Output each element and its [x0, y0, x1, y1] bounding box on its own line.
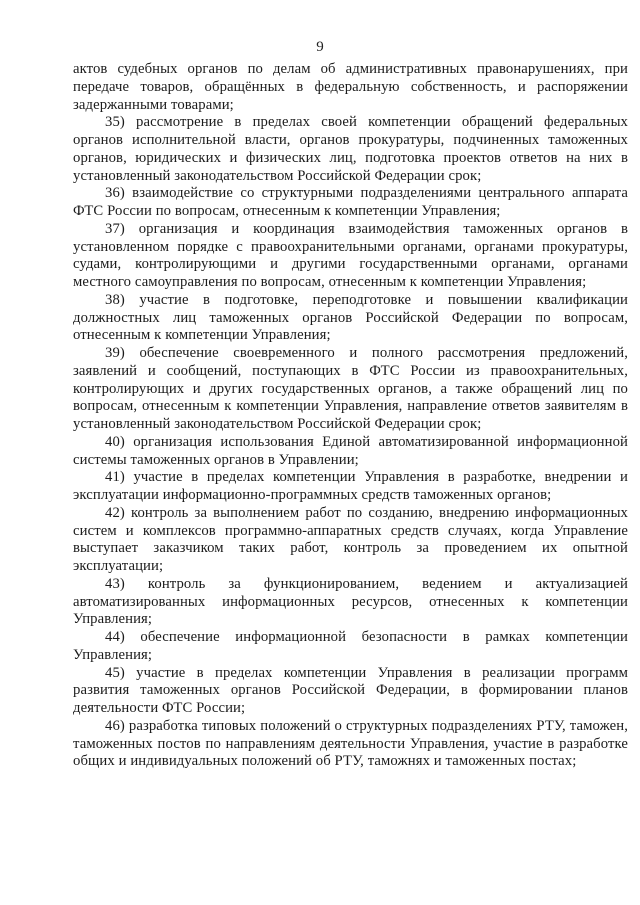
clause-45: 45) участие в пределах компетенции Управления в реализации программ развития таможенных органов Российской Федерации, в формировании планов деятельности ФТС России;: [73, 664, 628, 716]
clause-36: 36) взаимодействие со структурными подразделениями центрального аппарата ФТС России по вопросам, отнесенным к компетенции Управления;: [73, 185, 628, 219]
document-body: [73, 61, 628, 771]
clause-41: 41) участие в пределах компетенции Управления в разработке, внедрении и эксплуатации информационно-программных средств таможенных органов;: [73, 469, 628, 503]
clause-43: 43) контроль за функционированием, ведением и актуализацией автоматизированных информационных ресурсов, отнесенных к компетенции Управления;: [73, 575, 628, 628]
clause-46: 46) разработка типовых положений о структурных подразделениях РТУ, таможен, таможенных постов по направлениям деятельности Управления, участие в разработке общих и индивидуальных положений об РТУ, таможнях и таможенных постах;: [73, 717, 628, 770]
clause-39: 39) обеспечение своевременного и полного рассмотрения предложений, заявлений и сообщений, поступающих в ФТС России из правоохранительных, контролирующих и других государственных органов, а также обращений лиц по вопросам, отнесенным к компетенции Управления, направление ответов заявителям в установленный законодательством Российской Федерации срок;: [73, 345, 628, 432]
clause-38: 38) участие в подготовке, переподготовке и повышении квалификации должностных лиц таможенных органов Российской Федерации по вопросам, отнесенным к компетенции Управления;: [73, 291, 628, 344]
clause-40: 40) организация использования Единой автоматизированной информационной системы таможенных органов в Управлении;: [73, 433, 628, 468]
clause-35: 35) рассмотрение в пределах своей компетенции обращений федеральных органов исполнительной власти, органов прокуратуры, подчиненных таможенных органов, юридических и физических лиц, подготовка проектов ответов на них в установленный законодательством Российской Федерации срок;: [73, 114, 628, 184]
clause-42: 42) контроль за выполнением работ по созданию, внедрению информационных систем и комплексов программно-аппаратных средств случаях, когда Управление выступает заказчиком таких работ, контроль за проведением их опытной эксплуатации;: [73, 504, 628, 574]
clause-44: 44) обеспечение информационной безопасности в рамках компетенции Управления;: [73, 629, 628, 663]
page-number: 9: [316, 39, 324, 55]
paragraph-continuation: актов судебных органов по делам об административных правонарушениях, при передаче товаров, обращённых в федеральную собственность, и распоряжении задержанными товарами;: [73, 61, 628, 113]
clause-37: 37) организация и координация взаимодействия таможенных органов в установленном порядке с правоохранительными органами, органами прокуратуры, судами, контролирующими и другими государственными органами, органами местного самоуправления по вопросам, отнесенным к компетенции Управления;: [73, 220, 628, 290]
